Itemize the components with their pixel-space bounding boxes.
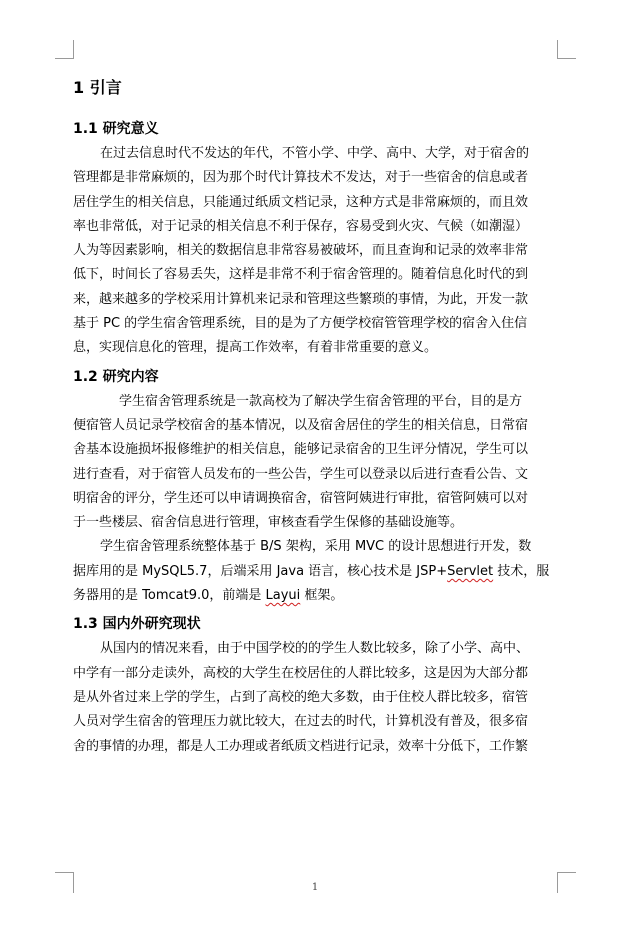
- page-number: 1: [311, 882, 319, 893]
- text-line: 舍基本设施损坏报修维护的相关信息，能够记录宿舍的卫生评分情况，学生可以: [73, 442, 529, 458]
- text-line: 人员对学生宿舍的管理压力就比较大，在过去的时代，计算机没有普及，很多宿: [73, 714, 529, 730]
- paragraph-research-status: [73, 637, 558, 758]
- paragraph-significance: [73, 142, 558, 361]
- crop-mark-top-left: [55, 40, 74, 59]
- text-line: 人为等因素影响，相关的数据信息非常容易被破坏，而且查询和记录的效率非常: [73, 243, 529, 259]
- text-line: 学生宿舍管理系统整体基于 B/S 架构，采用 MVC 的设计思想进行开发，数: [100, 539, 532, 555]
- spellcheck-flagged-word: Servlet: [447, 563, 494, 579]
- text-line-with-spellcheck: 据库用的是 MySQL5.7，后端采用 Java 语言，核心技术是 JSP+Servlet 技术，服: [73, 563, 550, 579]
- text-line: 基于 PC 的学生宿舍管理系统，目的是为了方便学校宿管管理学校的宿舍入住信: [73, 316, 528, 332]
- text-line: 于一些楼层、宿舍信息进行管理，审核查看学生保修的基础设施等。: [73, 515, 464, 531]
- text-line: 是从外省过来上学的学生，占到了高校的绝大多数，由于住校人群比较多，宿管: [73, 689, 529, 705]
- section-heading-1-1: 1.1 研究意义: [73, 121, 159, 137]
- text-line: 进行查看，对于宿管人员发布的一些公告，学生可以登录以后进行查看公告、文: [73, 466, 529, 482]
- section-heading-1-3: 1.3 国内外研究现状: [73, 616, 201, 633]
- paragraph-content-2: [73, 535, 558, 608]
- text-line: 舍的事情的办理，都是人工办理或者纸质文档进行记录，效率十分低下，工作繁: [73, 738, 529, 754]
- text-line: 从国内的情况来看，由于中国学校的的学生人数比较多，除了小学、高中、: [100, 641, 530, 657]
- text-line: 学生宿舍管理系统是一款高校为了解决学生宿舍管理的平台，目的是方: [119, 393, 523, 409]
- text-line: 来，越来越多的学校采用计算机来记录和管理这些繁琐的事情，为此，开发一款: [73, 291, 529, 307]
- text-line: 便宿管人员记录学校宿舍的基本情况，以及宿舍居住的学生的相关信息，日常宿: [73, 417, 529, 433]
- paragraph-content-1: [73, 390, 558, 536]
- crop-mark-top-right: [557, 40, 576, 59]
- crop-mark-bottom-right: [557, 872, 576, 893]
- text-line: 低下，时间长了容易丢失，这样是非常不利于宿舍管理的。随着信息化时代的到: [73, 267, 529, 283]
- crop-mark-bottom-left: [55, 872, 74, 893]
- text-line-with-spellcheck: 务器用的是 Tomcat9.0，前端是 Layui 框架。: [73, 588, 344, 604]
- text-line: 在过去信息时代不发达的年代，不管小学、中学、高中、大学，对于宿舍的: [100, 146, 530, 161]
- chapter-title: 1 引言: [73, 78, 122, 97]
- text-line: 管理都是非常麻烦的，因为那个时代计算技术不发达，对于一些宿舍的信息或者: [73, 170, 529, 186]
- spellcheck-flagged-word: Layui: [265, 588, 301, 604]
- section-heading-1-2: 1.2 研究内容: [73, 368, 159, 385]
- text-line: 息，实现信息化的管理，提高工作效率，有着非常重要的意义。: [73, 340, 438, 356]
- text-line: 中学有一部分走读外，高校的大学生在校居住的人群比较多，这是因为大部分都: [73, 665, 529, 681]
- text-line: 居住学生的相关信息，只能通过纸质文档记录，这种方式是非常麻烦的，而且效: [73, 194, 529, 210]
- document-body: [73, 76, 558, 759]
- text-line: 率也非常低，对于记录的相关信息不利于保存，容易受到火灾、气候（如潮湿）: [73, 218, 529, 234]
- text-line: 明宿舍的评分，学生还可以申请调换宿舍，宿管阿姨进行审批，宿管阿姨可以对: [73, 490, 529, 506]
